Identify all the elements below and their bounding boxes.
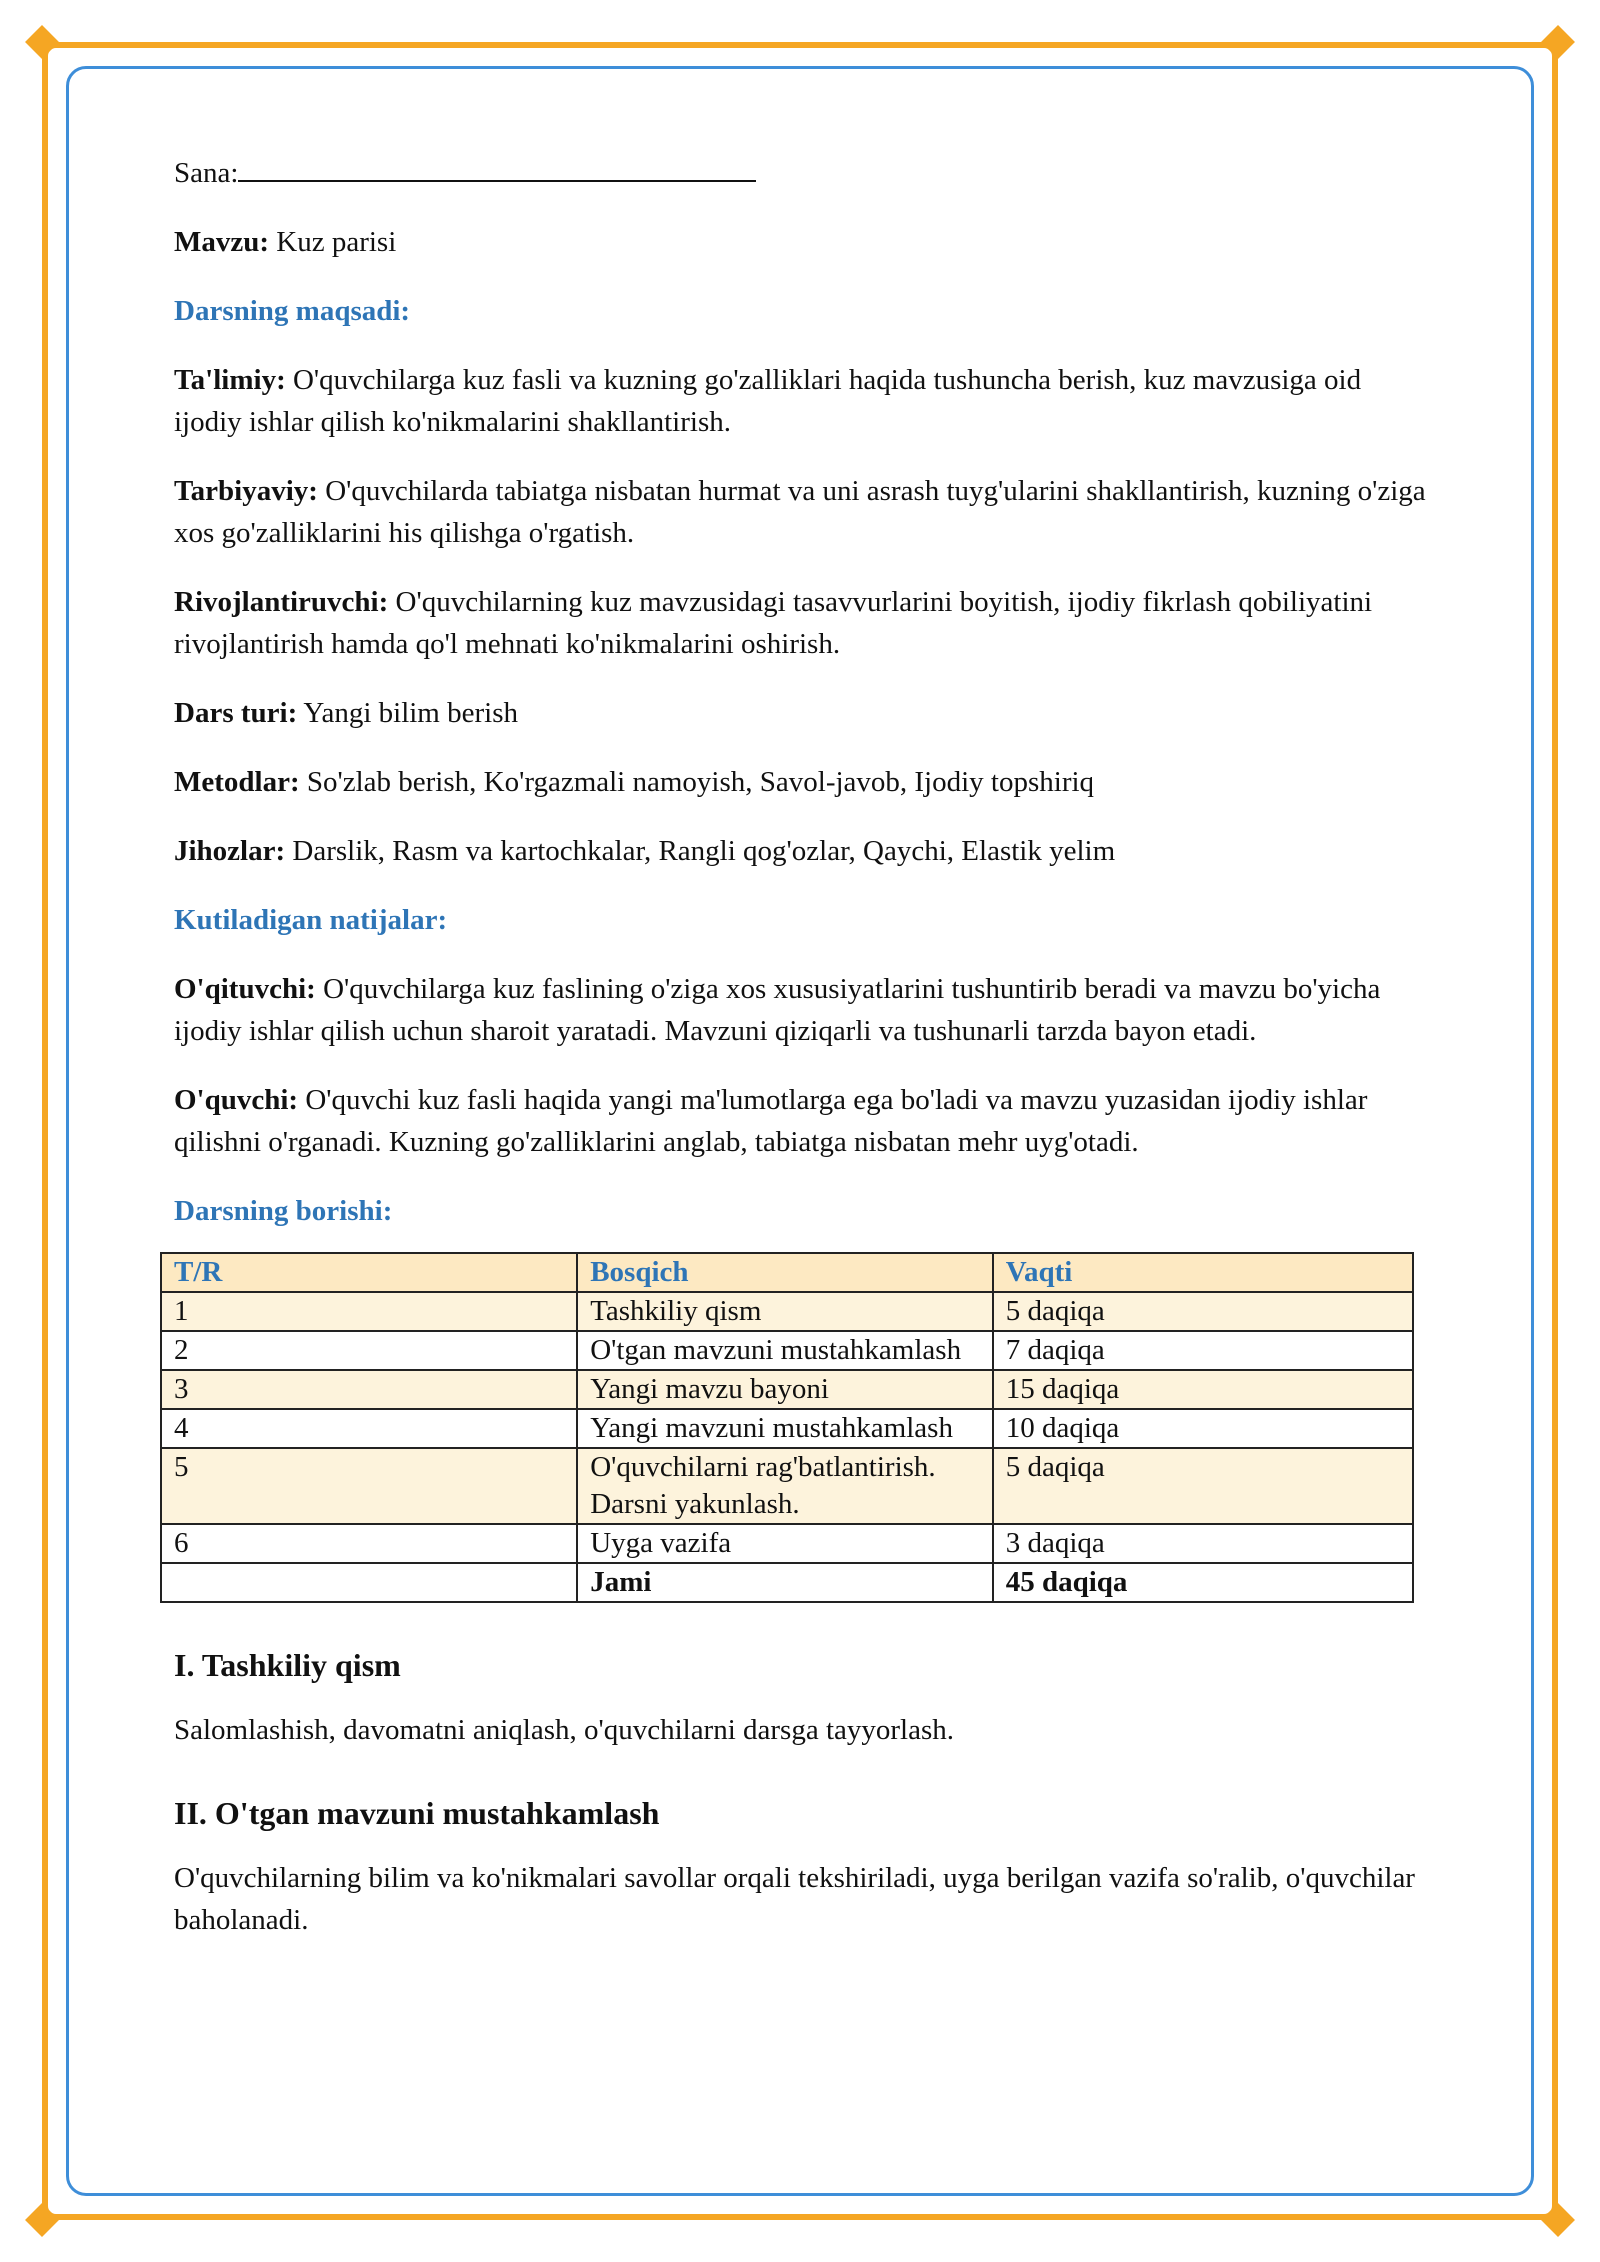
goal-text: O'quvchilarga kuz fasli va kuzning go'zalliklari haqida tushuncha berish, kuz mavzusiga oid ijodiy ishlar qilish ko'nikmalarini shakllantirish. — [174, 364, 1362, 438]
lesson-type-value: Yangi bilim berish — [303, 697, 518, 729]
table-cell: 4 — [161, 1409, 577, 1448]
table-total-row — [161, 1563, 1413, 1602]
result-label: O'qituvchi: — [174, 973, 316, 1005]
result-item — [174, 1079, 1434, 1163]
table-row — [161, 1409, 1413, 1448]
goal-item — [174, 581, 1434, 665]
table-row — [161, 1370, 1413, 1409]
table-cell: 45 daqiqa — [993, 1563, 1413, 1602]
table-cell: O'tgan mavzuni mustahkamlash — [577, 1331, 993, 1370]
table-cell: 1 — [161, 1292, 577, 1331]
lesson-type-label: Dars turi: — [174, 697, 298, 729]
table-header-row — [161, 1253, 1413, 1292]
lesson-flow-table — [160, 1252, 1414, 1603]
table-header-cell: Bosqich — [577, 1253, 993, 1292]
goal-text: O'quvchilarda tabiatga nisbatan hurmat va uni asrash tuyg'ularini shakllantirish, kuzning o'ziga xos go'zalliklarini his qilishga o'rgatish. — [174, 475, 1426, 549]
section-heading: I. Tashkiliy qism — [174, 1647, 401, 1683]
table-cell: Jami — [577, 1563, 993, 1602]
section-heading: II. O'tgan mavzuni mustahkamlash — [174, 1795, 660, 1831]
goal-text: O'quvchilarning kuz mavzusidagi tasavvurlarini boyitish, ijodiy fikrlash qobiliyatini rivojlantirish hamda qo'l mehnati ko'nikmalarini oshirish. — [174, 586, 1373, 660]
table-cell: 10 daqiqa — [993, 1409, 1413, 1448]
topic-label: Mavzu: — [174, 226, 270, 258]
table-cell: 3 daqiqa — [993, 1524, 1413, 1563]
topic-line — [174, 221, 1434, 263]
result-text: O'quvchilarga kuz faslining o'ziga xos xususiyatlarini tushuntirib beradi va mavzu bo'yicha ijodiy ishlar qilish uchun sharoit yaratadi. Mavzuni qiziqarli va tushunarli tarzda bayon etadi. — [174, 973, 1381, 1047]
table-row — [161, 1524, 1413, 1563]
section-text: Salomlashish, davomatni aniqlash, o'quvchilarni darsga tayyorlash. — [174, 1714, 955, 1746]
table-cell: O'quvchilarni rag'batlantirish. Darsni yakunlash. — [577, 1448, 993, 1524]
table-cell: Tashkiliy qism — [577, 1292, 993, 1331]
table-cell: 5 — [161, 1448, 577, 1524]
goal-item — [174, 470, 1434, 554]
lesson-type-line — [174, 692, 1434, 734]
table-row — [161, 1448, 1413, 1524]
table-header-cell: Vaqti — [993, 1253, 1413, 1292]
table-cell: 3 — [161, 1370, 577, 1409]
date-blank — [238, 148, 756, 182]
topic-value: Kuz parisi — [276, 226, 397, 258]
results-heading: Kutiladigan natijalar: — [174, 904, 448, 936]
table-cell: 6 — [161, 1524, 577, 1563]
table-row — [161, 1292, 1413, 1331]
table-row — [161, 1331, 1413, 1370]
table-cell — [161, 1563, 577, 1602]
goal-item — [174, 359, 1434, 443]
equipment-line — [174, 830, 1434, 872]
methods-label: Metodlar: — [174, 766, 300, 798]
document-body — [174, 148, 1434, 1968]
result-item — [174, 968, 1434, 1052]
date-line — [174, 148, 1434, 194]
table-cell: Yangi mavzu bayoni — [577, 1370, 993, 1409]
date-label: Sana: — [174, 157, 239, 189]
table-cell: 5 daqiqa — [993, 1292, 1413, 1331]
equipment-value: Darslik, Rasm va kartochkalar, Rangli qog'ozlar, Qaychi, Elastik yelim — [292, 835, 1116, 867]
goals-heading: Darsning maqsadi: — [174, 295, 411, 327]
table-cell: Uyga vazifa — [577, 1524, 993, 1563]
methods-line — [174, 761, 1434, 803]
goal-label: Tarbiyaviy: — [174, 475, 318, 507]
result-text: O'quvchi kuz fasli haqida yangi ma'lumotlarga ega bo'ladi va mavzu yuzasidan ijodiy ishlar qilishni o'rganadi. Kuzning go'zalliklarini anglab, tabiatga nisbatan mehr uyg'otadi. — [174, 1084, 1368, 1158]
goal-label: Rivojlantiruvchi: — [174, 586, 389, 618]
result-label: O'quvchi: — [174, 1084, 299, 1116]
table-cell: Yangi mavzuni mustahkamlash — [577, 1409, 993, 1448]
equipment-label: Jihozlar: — [174, 835, 286, 867]
goal-label: Ta'limiy: — [174, 364, 286, 396]
table-cell: 5 daqiqa — [993, 1448, 1413, 1524]
table-cell: 15 daqiqa — [993, 1370, 1413, 1409]
section-text: O'quvchilarning bilim va ko'nikmalari savollar orqali tekshiriladi, uyga berilgan vazifa so'ralib, o'quvchilar baholanadi. — [174, 1862, 1415, 1936]
flow-heading: Darsning borishi: — [174, 1195, 393, 1227]
table-cell: 7 daqiqa — [993, 1331, 1413, 1370]
table-header-cell: T/R — [161, 1253, 577, 1292]
table-cell: 2 — [161, 1331, 577, 1370]
methods-value: So'zlab berish, Ko'rgazmali namoyish, Savol-javob, Ijodiy topshiriq — [306, 766, 1095, 798]
